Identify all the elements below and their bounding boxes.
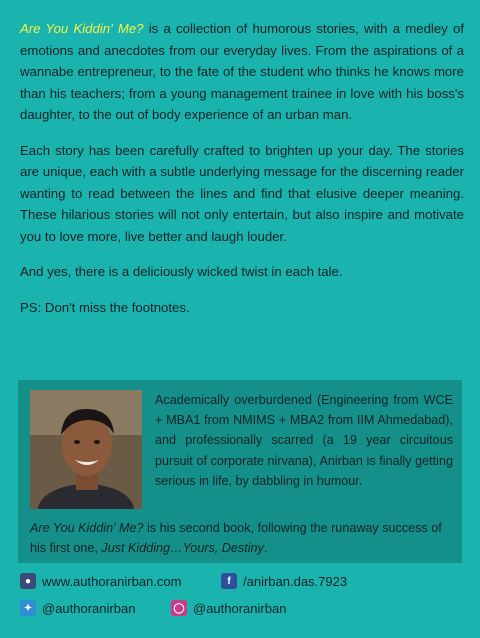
twitter-contact[interactable] bbox=[20, 600, 135, 616]
second-book-end: . bbox=[263, 541, 268, 555]
blurb-paragraph-1 bbox=[20, 18, 464, 126]
blurb-paragraph-4: PS: Don't miss the footnotes. bbox=[20, 299, 190, 315]
facebook-icon: f bbox=[221, 573, 237, 589]
second-book-title: Are You Kiddin' Me? bbox=[30, 521, 144, 535]
blurb bbox=[20, 18, 464, 332]
instagram-contact[interactable] bbox=[171, 600, 286, 616]
website-contact[interactable] bbox=[20, 573, 181, 589]
blurb-paragraph-1-text: is a collection of humorous stories, with a medley of emotions and anecdotes from our everyday lives. From the aspirations of a wannabe entrepreneur, to the fate of the student who thinks he knows more than his teachers; from a young management trainee in love with his boss's daughter, to the out of body experience of an urban man. bbox=[20, 21, 464, 122]
instagram-link[interactable]: @authoranirban bbox=[193, 600, 287, 616]
blurb-paragraph-2: Each story has been carefully crafted to brighten up your day. The stories are unique, each with a subtle underlying message for the discerning reader wanting to read between the lines and find that elusive deeper meaning. These hilarious stories will not only entertain, but also inspire and motivate you to love more, live better and laugh louder. bbox=[20, 142, 464, 244]
second-book-text: is his second book, following the runaway success of his first one, bbox=[30, 521, 442, 555]
facebook-link[interactable]: /anirban.das.7923 bbox=[243, 573, 348, 589]
author-box bbox=[18, 380, 462, 563]
author-portrait-image bbox=[30, 390, 142, 509]
globe-icon: ● bbox=[20, 573, 36, 589]
author-photo bbox=[30, 390, 142, 509]
twitter-icon: ✦ bbox=[20, 600, 36, 616]
twitter-link[interactable]: @authoranirban bbox=[42, 600, 136, 616]
facebook-contact[interactable] bbox=[221, 573, 347, 589]
book-title-highlight: Are You Kiddin' Me? bbox=[20, 21, 144, 36]
blurb-paragraph-3: And yes, there is a deliciously wicked twist in each tale. bbox=[20, 264, 343, 279]
second-book-line bbox=[30, 518, 454, 558]
author-bio: Academically overburdened (Engineering from WCE + MBA1 from NMIMS + MBA2 from IIM Ahmedabad), and professionally scarred (a 19 year circuitous pursuit of corporate nirvana), Anirban is finally getting serious in life, by dabbling in humour. bbox=[155, 393, 453, 488]
first-book-title: Just Kidding…Yours, Destiny bbox=[101, 541, 264, 555]
instagram-icon: ◯ bbox=[171, 600, 187, 616]
website-link[interactable]: www.authoranirban.com bbox=[42, 573, 182, 589]
